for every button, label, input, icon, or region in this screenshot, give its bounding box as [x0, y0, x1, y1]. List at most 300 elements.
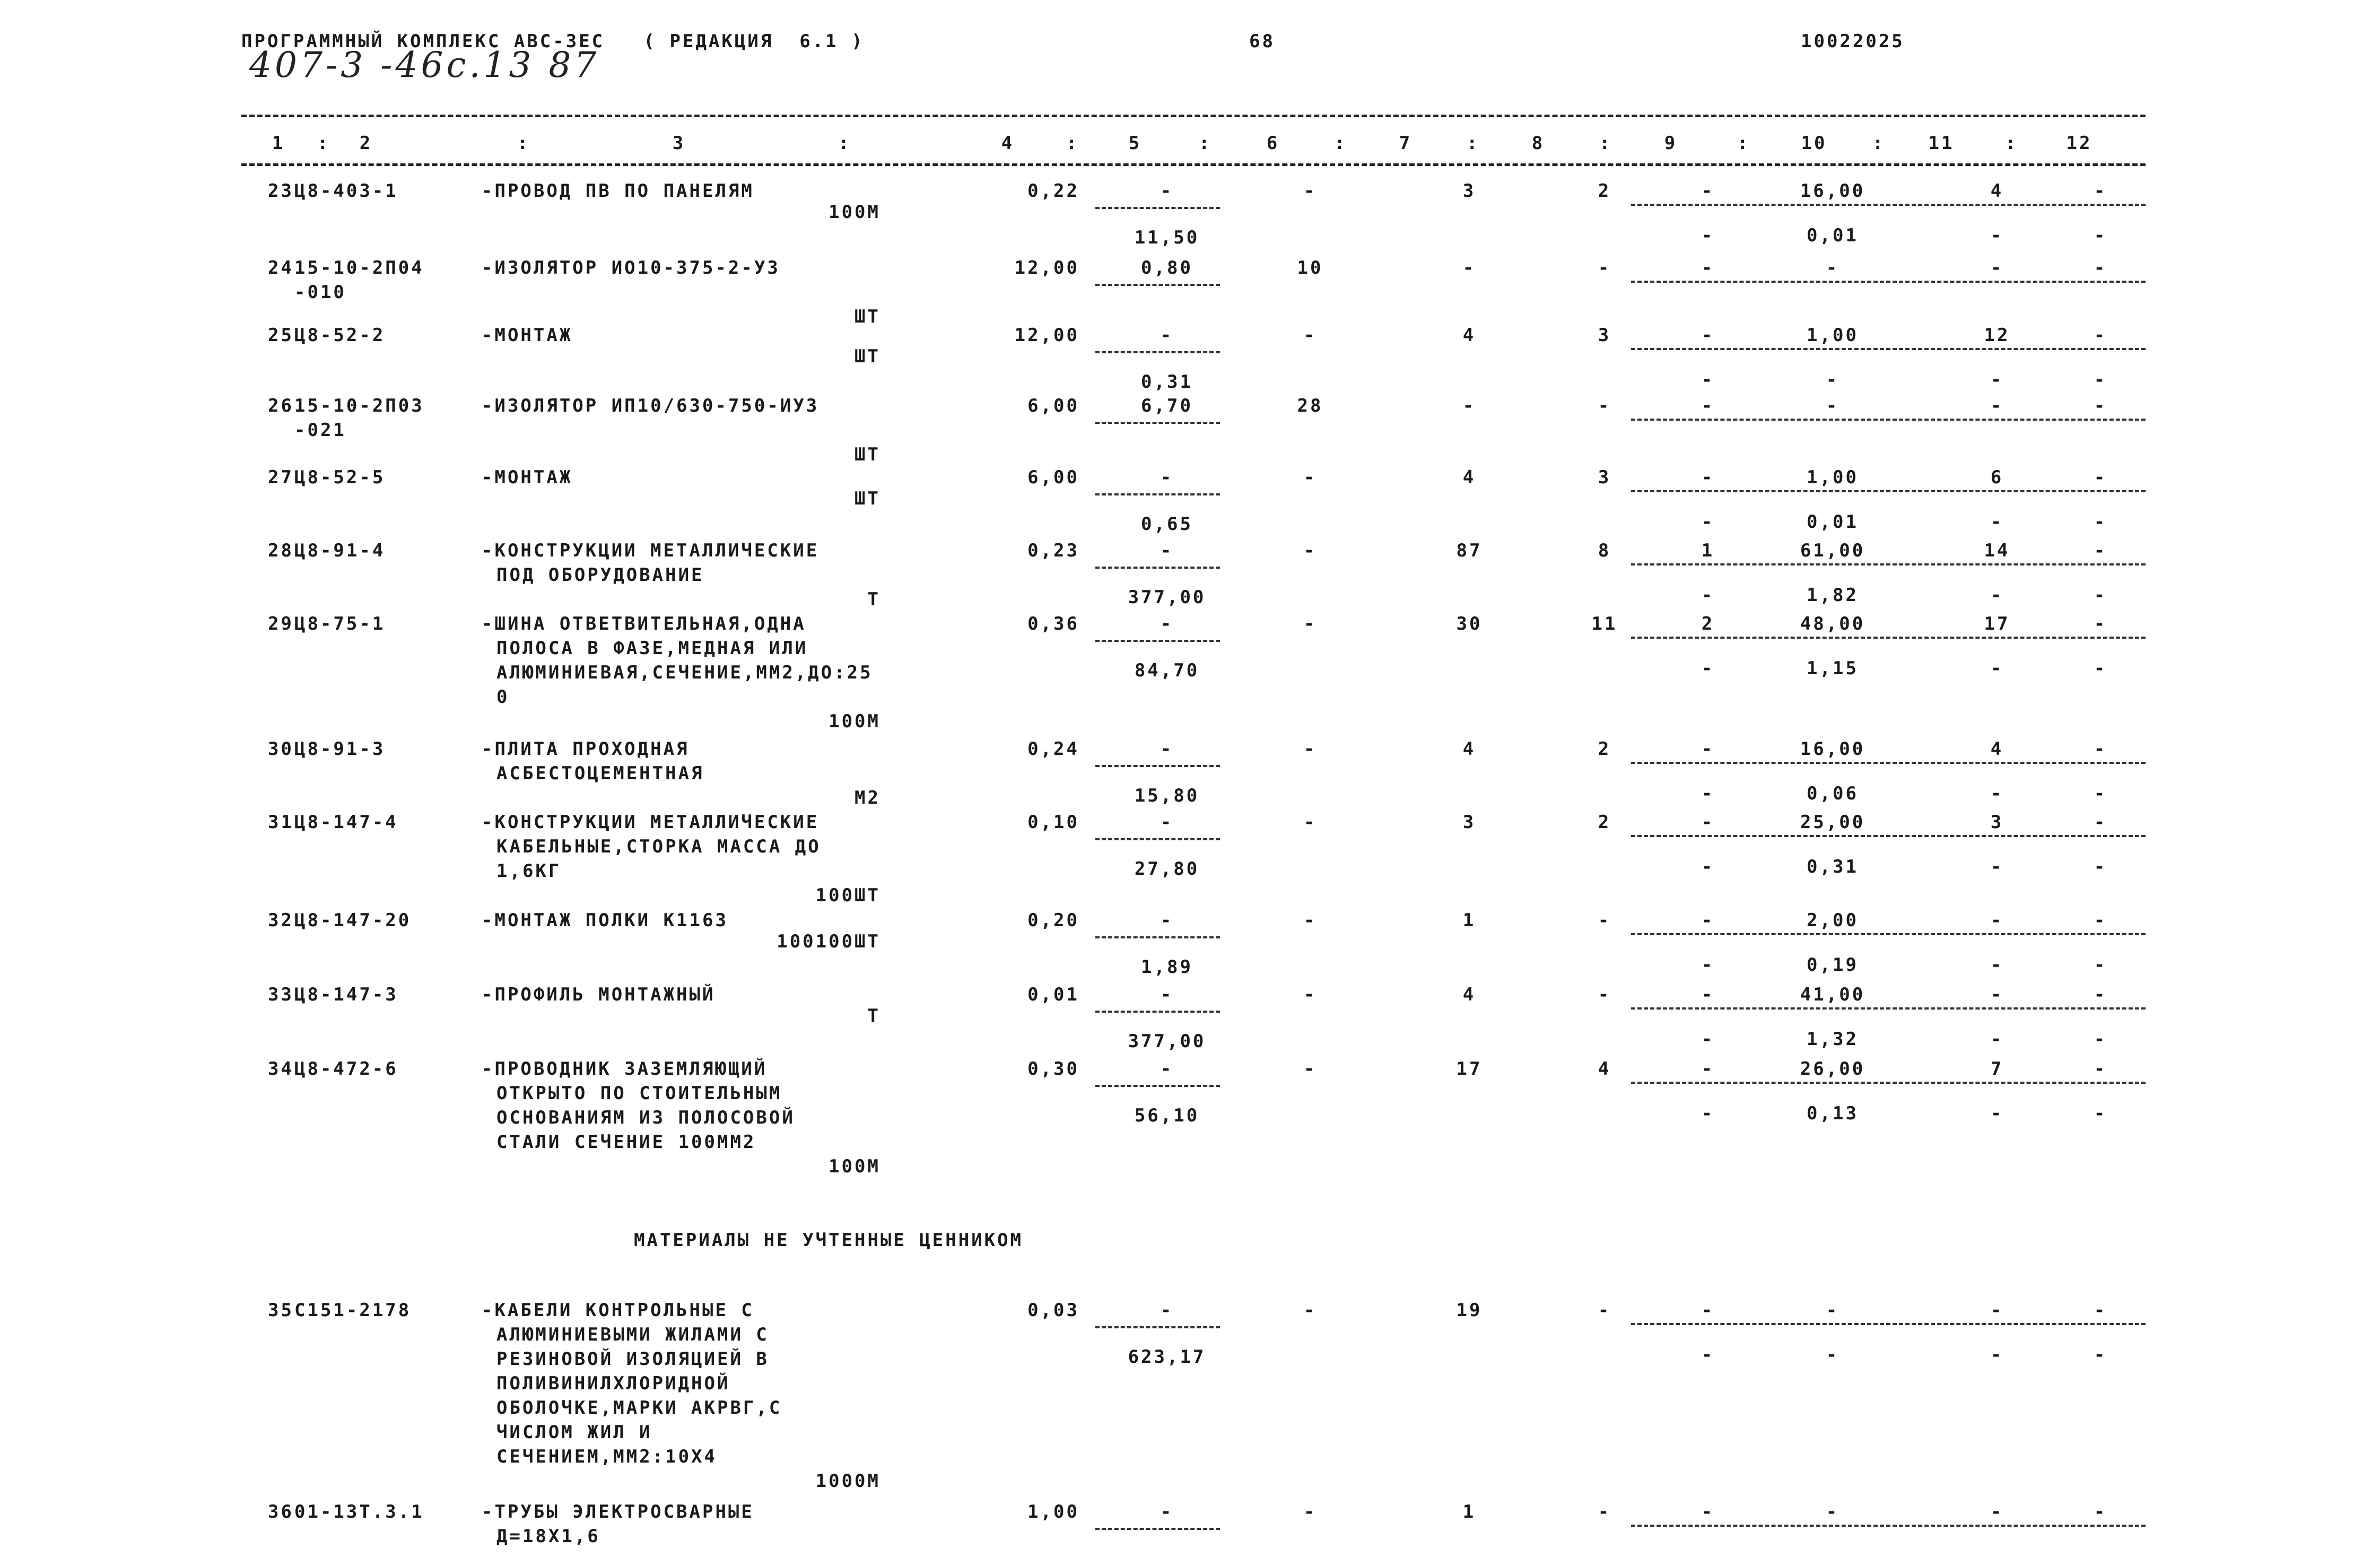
cell-11-bottom: -: [1990, 856, 2004, 877]
cell-5-separator: [1095, 640, 1220, 642]
cell-6: -: [1303, 910, 1317, 931]
row-description: ПОЛИВИНИЛХЛОРИДНОЙ: [496, 1373, 730, 1394]
cell-5-separator: [1095, 838, 1220, 840]
cell-5-separator: [1095, 207, 1220, 209]
cell-5-separator: [1095, 936, 1220, 938]
cell-8: -: [1598, 910, 1611, 931]
cell-9-bottom: -: [1701, 369, 1715, 390]
cell-5-bottom: 0,65: [1141, 514, 1193, 535]
column-divider: :: [517, 133, 530, 154]
cell-5-separator: [1095, 422, 1220, 424]
row-code: 15-10-2П04: [294, 257, 424, 279]
cell-11-bottom: -: [1990, 658, 2004, 679]
cell-11-bottom: -: [1990, 225, 2004, 246]
cell-10-top: 16,00: [1800, 738, 1865, 760]
cell-11-bottom: -: [1990, 1029, 2004, 1050]
row-unit: 100М: [829, 711, 880, 732]
cell-8: 11: [1591, 613, 1618, 634]
row-unit: 100ШТ: [815, 885, 880, 906]
cell-7: 4: [1462, 738, 1476, 760]
row-description: КАБЕЛЬНЫЕ,СТОРКА МАССА ДО: [496, 836, 821, 857]
cell-10-bottom: 1,32: [1807, 1029, 1859, 1050]
cell-11-top: 3: [1990, 812, 2004, 833]
row-code: 01-13Т.3.1: [294, 1501, 424, 1522]
cell-12-bottom: -: [2094, 783, 2107, 804]
page-number: 68: [1249, 31, 1275, 52]
cell-5-bottom: 377,00: [1128, 1031, 1206, 1052]
row-code: Ц8-52-5: [294, 467, 386, 488]
cell-6: -: [1303, 325, 1317, 346]
cell-5-bottom: 11,50: [1134, 227, 1200, 248]
column-header-8: 8: [1531, 133, 1545, 154]
cell-5-separator: [1095, 1085, 1220, 1087]
cell-11-top: -: [1990, 395, 2004, 416]
cell-12-top: -: [2094, 467, 2107, 488]
row-description: ОБОЛОЧКЕ,МАРКИ АКРВГ,С: [496, 1397, 782, 1419]
row-description: АЛЮМИНИЕВАЯ,СЕЧЕНИЕ,ММ2,ДО:25: [496, 662, 873, 683]
cell-10-top: -: [1826, 395, 1840, 416]
right-separator: [1631, 933, 2146, 935]
cell-10-bottom: 0,19: [1807, 954, 1859, 976]
column-header-3: 3: [672, 133, 686, 154]
cell-5-bottom: 56,10: [1134, 1105, 1200, 1126]
row-description: -ПЛИТА ПРОХОДНАЯ: [482, 738, 690, 760]
row-description: Д=18Х1,6: [496, 1526, 600, 1547]
row-code: Ц8-91-4: [294, 540, 386, 561]
row-quantity: 0,01: [1027, 984, 1079, 1005]
row-description: ОСНОВАНИЯМ ИЗ ПОЛОСОВОЙ: [496, 1107, 795, 1128]
cell-12-bottom: -: [2094, 856, 2107, 877]
cell-9-top: -: [1701, 325, 1715, 346]
row-description: АСБЕСТОЦЕМЕНТНАЯ: [496, 763, 704, 784]
right-separator: [1631, 835, 2146, 837]
row-unit: 100М: [829, 202, 880, 223]
column-divider: :: [838, 133, 851, 154]
row-quantity: 0,20: [1027, 910, 1079, 931]
row-unit: ШТ: [855, 444, 880, 465]
cell-5-separator: [1095, 567, 1220, 569]
cell-5-top: -: [1160, 613, 1174, 634]
cell-6: -: [1303, 540, 1317, 561]
cell-5-separator: [1095, 765, 1220, 767]
row-number: 25: [268, 325, 294, 346]
cell-9-top: -: [1701, 1501, 1715, 1522]
cell-10-bottom: 0,01: [1807, 225, 1859, 246]
cell-11-top: 4: [1990, 180, 2004, 202]
cell-12-top: -: [2094, 613, 2107, 634]
row-description: 0: [496, 686, 510, 708]
row-number: 23: [268, 180, 294, 202]
cell-7: 3: [1462, 180, 1476, 202]
cell-11-bottom: -: [1990, 1103, 2004, 1124]
program-title: ПРОГРАММНЫЙ КОМПЛЕКС АВС-3ЕС ( РЕДАКЦИЯ 6.1 ): [241, 31, 865, 52]
right-separator: [1631, 490, 2146, 492]
cell-5-top: -: [1160, 1501, 1174, 1522]
row-code: -021: [294, 420, 346, 441]
row-description: ПОЛОСА В ФАЗЕ,МЕДНАЯ ИЛИ: [496, 638, 808, 659]
row-quantity: 12,00: [1014, 257, 1079, 279]
cell-6: -: [1303, 467, 1317, 488]
row-quantity: 6,00: [1027, 467, 1079, 488]
cell-6: -: [1303, 738, 1317, 760]
cell-12-bottom: -: [2094, 1344, 2107, 1365]
row-description: -КОНСТРУКЦИИ МЕТАЛЛИЧЕСКИЕ: [482, 812, 820, 833]
column-header-5: 5: [1128, 133, 1142, 154]
row-code: Ц8-91-3: [294, 738, 386, 760]
right-separator: [1631, 419, 2146, 421]
row-description: -ПРОФИЛЬ МОНТАЖНЫЙ: [482, 984, 716, 1005]
row-code: Ц8-147-3: [294, 984, 398, 1005]
cell-5-top: -: [1160, 1300, 1174, 1321]
cell-5-top: -: [1160, 180, 1174, 202]
row-code: С151-2178: [294, 1300, 412, 1321]
cell-11-bottom: -: [1990, 1344, 2004, 1365]
cell-8: -: [1598, 1300, 1611, 1321]
cell-11-top: 7: [1990, 1058, 2004, 1080]
right-separator: [1631, 1082, 2146, 1084]
right-separator: [1631, 637, 2146, 639]
column-divider: :: [1066, 133, 1079, 154]
cell-12-top: -: [2094, 910, 2107, 931]
row-unit: 1000М: [815, 1471, 880, 1492]
cell-10-bottom: 0,06: [1807, 783, 1859, 804]
row-quantity: 0,03: [1027, 1300, 1079, 1321]
cell-10-top: -: [1826, 257, 1840, 279]
cell-9-top: -: [1701, 1058, 1715, 1080]
right-separator: [1631, 762, 2146, 764]
cell-10-top: 48,00: [1800, 613, 1865, 634]
column-header-9: 9: [1664, 133, 1678, 154]
handwritten-reference: 407-3 -46с.13 87: [249, 45, 600, 85]
row-number: 31: [268, 812, 294, 833]
cell-10-top: 2,00: [1807, 910, 1859, 931]
cell-5-bottom: 623,17: [1128, 1346, 1206, 1368]
cell-5-top: -: [1160, 910, 1174, 931]
cell-5-top: 0,80: [1141, 257, 1193, 279]
cell-6: -: [1303, 613, 1317, 634]
row-description: -МОНТАЖ: [482, 325, 573, 346]
cell-12-bottom: -: [2094, 658, 2107, 679]
cell-12-top: -: [2094, 812, 2107, 833]
cell-5-separator: [1095, 1528, 1220, 1530]
column-header-2: 2: [359, 133, 373, 154]
cell-9-bottom: -: [1701, 1029, 1715, 1050]
column-header-7: 7: [1399, 133, 1413, 154]
row-quantity: 0,10: [1027, 812, 1079, 833]
cell-12-top: -: [2094, 984, 2107, 1005]
cell-8: -: [1598, 1501, 1611, 1522]
cell-10-top: -: [1826, 1501, 1840, 1522]
top-rule: [241, 115, 2146, 117]
cell-11-bottom: -: [1990, 369, 2004, 390]
cell-5-bottom: 84,70: [1134, 660, 1200, 681]
row-description: -МОНТАЖ ПОЛКИ К1163: [482, 910, 728, 931]
row-description: -МОНТАЖ: [482, 467, 573, 488]
row-number: 28: [268, 540, 294, 561]
cell-8: -: [1598, 984, 1611, 1005]
cell-10-bottom: 0,31: [1807, 856, 1859, 877]
cell-5-separator: [1095, 284, 1220, 286]
cell-11-top: 17: [1984, 613, 2010, 634]
cell-10-top: 1,00: [1807, 467, 1859, 488]
row-unit: ШТ: [855, 488, 880, 509]
cell-5-top: -: [1160, 1058, 1174, 1080]
row-unit: 100М: [829, 1156, 880, 1177]
row-code: Ц8-147-4: [294, 812, 398, 833]
cell-10-top: 61,00: [1800, 540, 1865, 561]
cell-9-bottom: -: [1701, 225, 1715, 246]
cell-10-bottom: -: [1826, 369, 1840, 390]
cell-11-top: 4: [1990, 738, 2004, 760]
cell-10-top: -: [1826, 1300, 1840, 1321]
cell-5-bottom: 0,31: [1141, 371, 1193, 393]
cell-9-bottom: -: [1701, 856, 1715, 877]
cell-7: 17: [1456, 1058, 1483, 1080]
cell-7: -: [1462, 257, 1476, 279]
right-separator: [1631, 204, 2146, 206]
cell-11-bottom: -: [1990, 954, 2004, 976]
row-quantity: 12,00: [1014, 325, 1079, 346]
cell-9-bottom: -: [1701, 511, 1715, 533]
row-quantity: 0,22: [1027, 180, 1079, 202]
cell-10-top: 41,00: [1800, 984, 1865, 1005]
cell-6: 10: [1297, 257, 1323, 279]
row-unit: ШТ: [855, 306, 880, 327]
cell-5-top: -: [1160, 984, 1174, 1005]
cell-12-bottom: -: [2094, 511, 2107, 533]
cell-5-bottom: 27,80: [1134, 858, 1200, 880]
row-quantity: 0,24: [1027, 738, 1079, 760]
cell-11-bottom: -: [1990, 783, 2004, 804]
right-separator: [1631, 281, 2146, 283]
row-description: 1,6КГ: [496, 860, 562, 882]
cell-5-bottom: 1,89: [1141, 956, 1193, 978]
cell-10-top: 1,00: [1807, 325, 1859, 346]
cell-9-bottom: -: [1701, 1103, 1715, 1124]
right-separator: [1631, 348, 2146, 350]
row-description: ПОД ОБОРУДОВАНИЕ: [496, 564, 704, 586]
row-description: АЛЮМИНИЕВЫМИ ЖИЛАМИ С: [496, 1324, 769, 1345]
cell-8: 4: [1598, 1058, 1611, 1080]
cell-9-bottom: -: [1701, 658, 1715, 679]
column-header-1: 1: [272, 133, 285, 154]
cell-9-top: -: [1701, 180, 1715, 202]
cell-9-bottom: -: [1701, 1344, 1715, 1365]
right-separator: [1631, 1007, 2146, 1010]
cell-11-top: 14: [1984, 540, 2010, 561]
cell-12-bottom: -: [2094, 1103, 2107, 1124]
row-description: -ИЗОЛЯТОР ИО10-375-2-УЗ: [482, 257, 780, 279]
row-unit: М2: [855, 787, 880, 808]
cell-5-separator: [1095, 1011, 1220, 1013]
row-code: Ц8-147-20: [294, 910, 412, 931]
cell-12-top: -: [2094, 257, 2107, 279]
cell-9-top: 1: [1701, 540, 1715, 561]
row-number: 33: [268, 984, 294, 1005]
row-number: 32: [268, 910, 294, 931]
cell-12-bottom: -: [2094, 954, 2107, 976]
row-description: -КАБЕЛИ КОНТРОЛЬНЫЕ С: [482, 1300, 754, 1321]
cell-11-top: 6: [1990, 467, 2004, 488]
document-code: 10022025: [1801, 31, 1905, 52]
cell-10-top: 26,00: [1800, 1058, 1865, 1080]
cell-12-bottom: -: [2094, 1029, 2107, 1050]
cell-6: 28: [1297, 395, 1323, 416]
cell-6: -: [1303, 180, 1317, 202]
cell-7: 1: [1462, 910, 1476, 931]
row-number: 27: [268, 467, 294, 488]
row-unit: ШТ: [855, 346, 880, 367]
cell-8: -: [1598, 395, 1611, 416]
cell-7: 4: [1462, 467, 1476, 488]
section-title: МАТЕРИАЛЫ НЕ УЧТЕННЫЕ ЦЕННИКОМ: [634, 1230, 1024, 1251]
cell-10-bottom: 0,13: [1807, 1103, 1859, 1124]
cell-7: 1: [1462, 1501, 1476, 1522]
column-divider: :: [1334, 133, 1347, 154]
right-separator: [1631, 1525, 2146, 1527]
row-description: -КОНСТРУКЦИИ МЕТАЛЛИЧЕСКИЕ: [482, 540, 820, 561]
cell-12-top: -: [2094, 180, 2107, 202]
column-header-6: 6: [1266, 133, 1280, 154]
cell-10-bottom: 1,82: [1807, 585, 1859, 606]
row-code: 15-10-2П03: [294, 395, 424, 416]
cell-9-top: -: [1701, 1300, 1715, 1321]
cell-8: 3: [1598, 325, 1611, 346]
row-number: 24: [268, 257, 294, 279]
row-code: Ц8-472-6: [294, 1058, 398, 1080]
cell-10-bottom: -: [1826, 1344, 1840, 1365]
cell-9-top: -: [1701, 467, 1715, 488]
column-header-12: 12: [2066, 133, 2093, 154]
row-quantity: 0,36: [1027, 613, 1079, 634]
cell-5-top: -: [1160, 540, 1174, 561]
cell-10-bottom: 0,01: [1807, 511, 1859, 533]
cell-9-top: -: [1701, 984, 1715, 1005]
cell-9-top: 2: [1701, 613, 1715, 634]
right-separator: [1631, 1323, 2146, 1325]
row-number: 26: [268, 395, 294, 416]
cell-11-bottom: -: [1990, 585, 2004, 606]
cell-9-top: -: [1701, 812, 1715, 833]
cell-6: -: [1303, 812, 1317, 833]
column-divider: :: [2005, 133, 2018, 154]
cell-11-top: -: [1990, 257, 2004, 279]
cell-7: 4: [1462, 984, 1476, 1005]
cell-7: 3: [1462, 812, 1476, 833]
right-separator: [1631, 563, 2146, 566]
column-divider: :: [1199, 133, 1212, 154]
row-code: Ц8-75-1: [294, 613, 386, 634]
cell-8: 2: [1598, 812, 1611, 833]
cell-5-separator: [1095, 1326, 1220, 1328]
cell-6: -: [1303, 1058, 1317, 1080]
row-code: Ц8-403-1: [294, 180, 398, 202]
column-divider: :: [1599, 133, 1612, 154]
cell-12-top: -: [2094, 1300, 2107, 1321]
cell-11-top: -: [1990, 984, 2004, 1005]
row-description: -ИЗОЛЯТОР ИП10/630-750-ИУЗ: [482, 395, 820, 416]
row-description: СЕЧЕНИЕМ,ММ2:10Х4: [496, 1446, 717, 1467]
cell-8: -: [1598, 257, 1611, 279]
column-divider: :: [1737, 133, 1750, 154]
cell-5-bottom: 377,00: [1128, 587, 1206, 608]
row-description: ЧИСЛОМ ЖИЛ И: [496, 1422, 652, 1443]
row-number: 29: [268, 613, 294, 634]
header-rule: [241, 163, 2146, 166]
row-unit: 100100ШТ: [777, 931, 880, 952]
row-number: 34: [268, 1058, 294, 1080]
cell-8: 2: [1598, 738, 1611, 760]
cell-6: -: [1303, 1300, 1317, 1321]
cell-9-bottom: -: [1701, 954, 1715, 976]
row-description: РЕЗИНОВОЙ ИЗОЛЯЦИЕЙ В: [496, 1348, 769, 1370]
column-divider: :: [317, 133, 330, 154]
row-number: 35: [268, 1300, 294, 1321]
row-description: -ТРУБЫ ЭЛЕКТРОСВАРНЫЕ: [482, 1501, 754, 1522]
cell-11-bottom: -: [1990, 511, 2004, 533]
cell-12-top: -: [2094, 738, 2107, 760]
cell-5-top: -: [1160, 325, 1174, 346]
row-quantity: 1,00: [1027, 1501, 1079, 1522]
column-header-4: 4: [1001, 133, 1015, 154]
cell-5-top: 6,70: [1141, 395, 1193, 416]
cell-8: 2: [1598, 180, 1611, 202]
cell-9-bottom: -: [1701, 585, 1715, 606]
cell-8: 3: [1598, 467, 1611, 488]
cell-7: 4: [1462, 325, 1476, 346]
cell-11-top: -: [1990, 1300, 2004, 1321]
cell-11-top: -: [1990, 1501, 2004, 1522]
cell-12-top: -: [2094, 1058, 2107, 1080]
row-description: ОТКРЫТО ПО СТОИТЕЛЬНЫМ: [496, 1083, 782, 1104]
cell-7: -: [1462, 395, 1476, 416]
cell-9-top: -: [1701, 395, 1715, 416]
column-divider: :: [1872, 133, 1886, 154]
cell-5-bottom: 15,80: [1134, 785, 1200, 806]
cell-11-top: -: [1990, 910, 2004, 931]
row-code: -010: [294, 282, 346, 303]
column-divider: :: [1467, 133, 1480, 154]
column-header-10: 10: [1801, 133, 1827, 154]
column-header-11: 11: [1928, 133, 1955, 154]
cell-12-top: -: [2094, 395, 2107, 416]
cell-12-bottom: -: [2094, 225, 2107, 246]
cell-7: 30: [1456, 613, 1483, 634]
cell-9-bottom: -: [1701, 783, 1715, 804]
cell-12-top: -: [2094, 540, 2107, 561]
row-quantity: 0,23: [1027, 540, 1079, 561]
cell-10-bottom: 1,15: [1807, 658, 1859, 679]
row-quantity: 0,30: [1027, 1058, 1079, 1080]
row-unit: Т: [867, 1005, 880, 1026]
cell-5-top: -: [1160, 467, 1174, 488]
row-description: -ПРОВОД ПВ ПО ПАНЕЛЯМ: [482, 180, 754, 202]
cell-9-top: -: [1701, 257, 1715, 279]
row-description: -ШИНА ОТВЕТВИТЕЛЬНАЯ,ОДНА: [482, 613, 806, 634]
cell-12-bottom: -: [2094, 585, 2107, 606]
row-description: -ПРОВОДНИК ЗАЗЕМЛЯЮЩИЙ: [482, 1058, 768, 1080]
row-number: 36: [268, 1501, 294, 1522]
cell-7: 19: [1456, 1300, 1483, 1321]
cell-12-bottom: -: [2094, 369, 2107, 390]
cell-10-top: 16,00: [1800, 180, 1865, 202]
cell-5-separator: [1095, 493, 1220, 495]
cell-5-separator: [1095, 351, 1220, 353]
cell-12-top: -: [2094, 325, 2107, 346]
cell-6: -: [1303, 984, 1317, 1005]
row-quantity: 6,00: [1027, 395, 1079, 416]
cell-5-top: -: [1160, 812, 1174, 833]
